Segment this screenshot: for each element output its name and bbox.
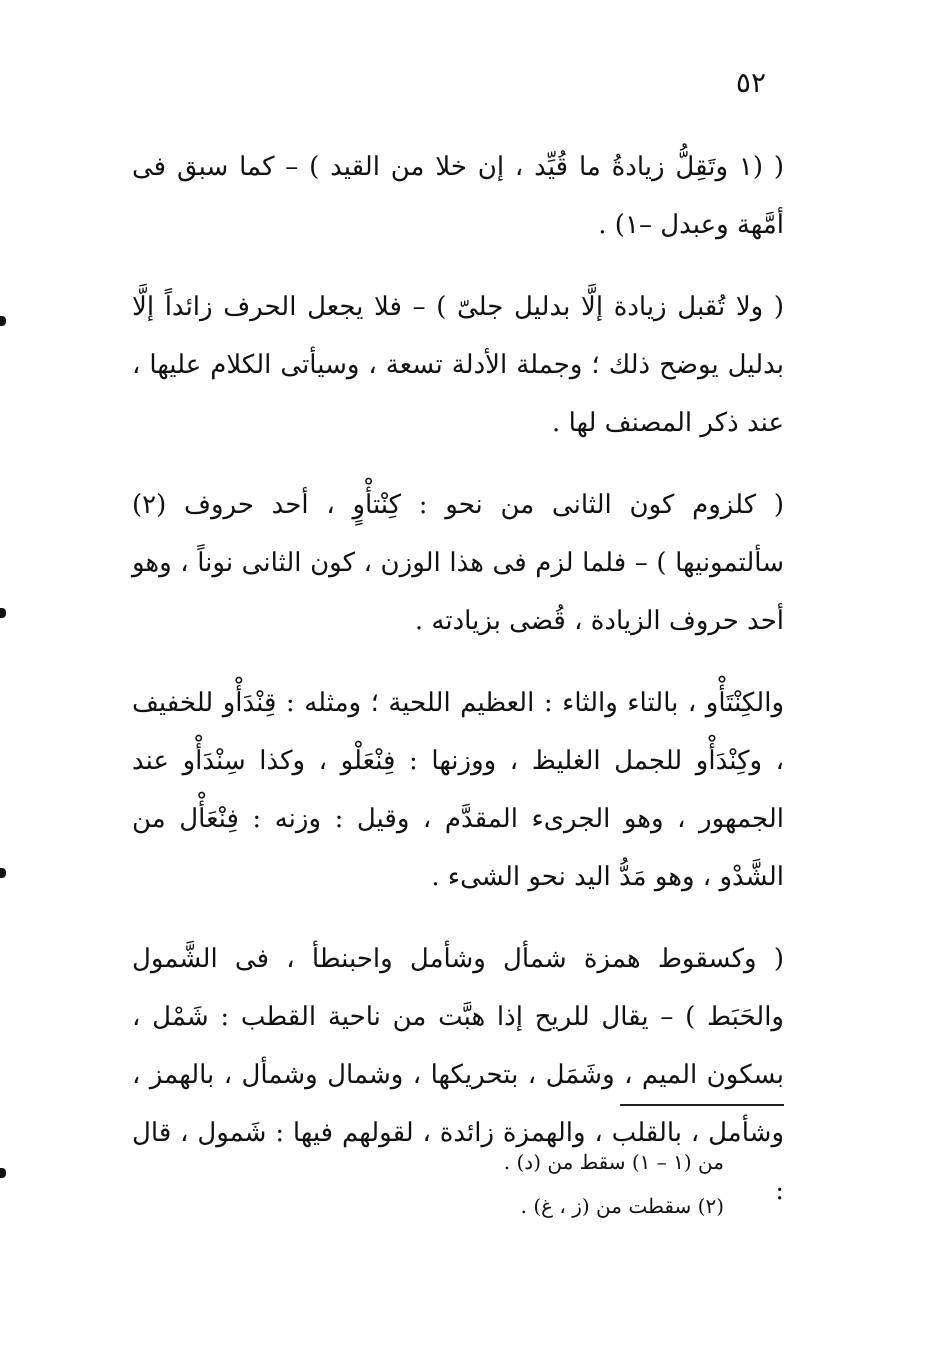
footnote-divider [620, 1104, 784, 1106]
paragraph: ( كلزوم كون الثانى من نحو : كِنْتأْوٍ ، أحد حروف (٢) سألتمونيها ) – فلما لزم فى هذا الوزن ، كون الثانى نوناً ، وهو أحد حروف الزيادة ، قُضى بزيادته . [132, 490, 784, 636]
paragraph: ( وكسقوط همزة شمأل وشأمل واحبنطأ ، فى الشَّمول والحَبَط ) – يقال للريح إذا هبَّت من ناحية القطب : شَمْل ، بسكون الميم ، وشَمَل ، بتحريكها ، وشمال وشمأل ، بالهمز ، وشأمل ، بالقلب ، والهمزة زائدة ، لقولهم فيها : شَمول ، قال : [132, 944, 784, 1206]
binding-hole-mark [0, 1168, 6, 1178]
binding-hole-mark [0, 868, 6, 878]
binding-hole-mark [0, 608, 6, 618]
body-text [132, 138, 784, 1220]
binding-hole-mark [0, 316, 6, 326]
footnotes [324, 1140, 724, 1228]
footnote: (٢) سقطت من (ز ، غ) . [520, 1194, 724, 1218]
page-number: ٥٢ [735, 66, 766, 99]
footnote: من (١ – ١) سقط من (د) . [503, 1150, 724, 1174]
paragraph: ( ولا تُقبل زيادة إلَّا بدليل جلىّ ) – فلا يجعل الحرف زائداً إلَّا بدليل يوضح ذلك ؛ وجملة الأدلة تسعة ، وسيأتى الكلام عليها ، عند ذكر المصنف لها . [132, 292, 784, 438]
paragraph: والكِنْتَأْو ، بالتاء والثاء : العظيم اللحية ؛ ومثله : قِنْدَأْو للخفيف ، وكِنْدَأْو للجمل الغليظ ، ووزنها : فِنْعَلْو ، وكذا سِنْدَأْو عند الجمهور ، وهو الجرىء المقدَّم ، وقيل : وزنه : فِنْعَأْل من الشَّدْو ، وهو مَدُّ اليد نحو الشىء . [132, 688, 784, 892]
paragraph: ( (١ وتَقِلُّ زيادةُ ما قُيِّد ، إن خلا من القيد ) – كما سبق فى أمَّهة وعبدل –١) . [132, 152, 784, 240]
